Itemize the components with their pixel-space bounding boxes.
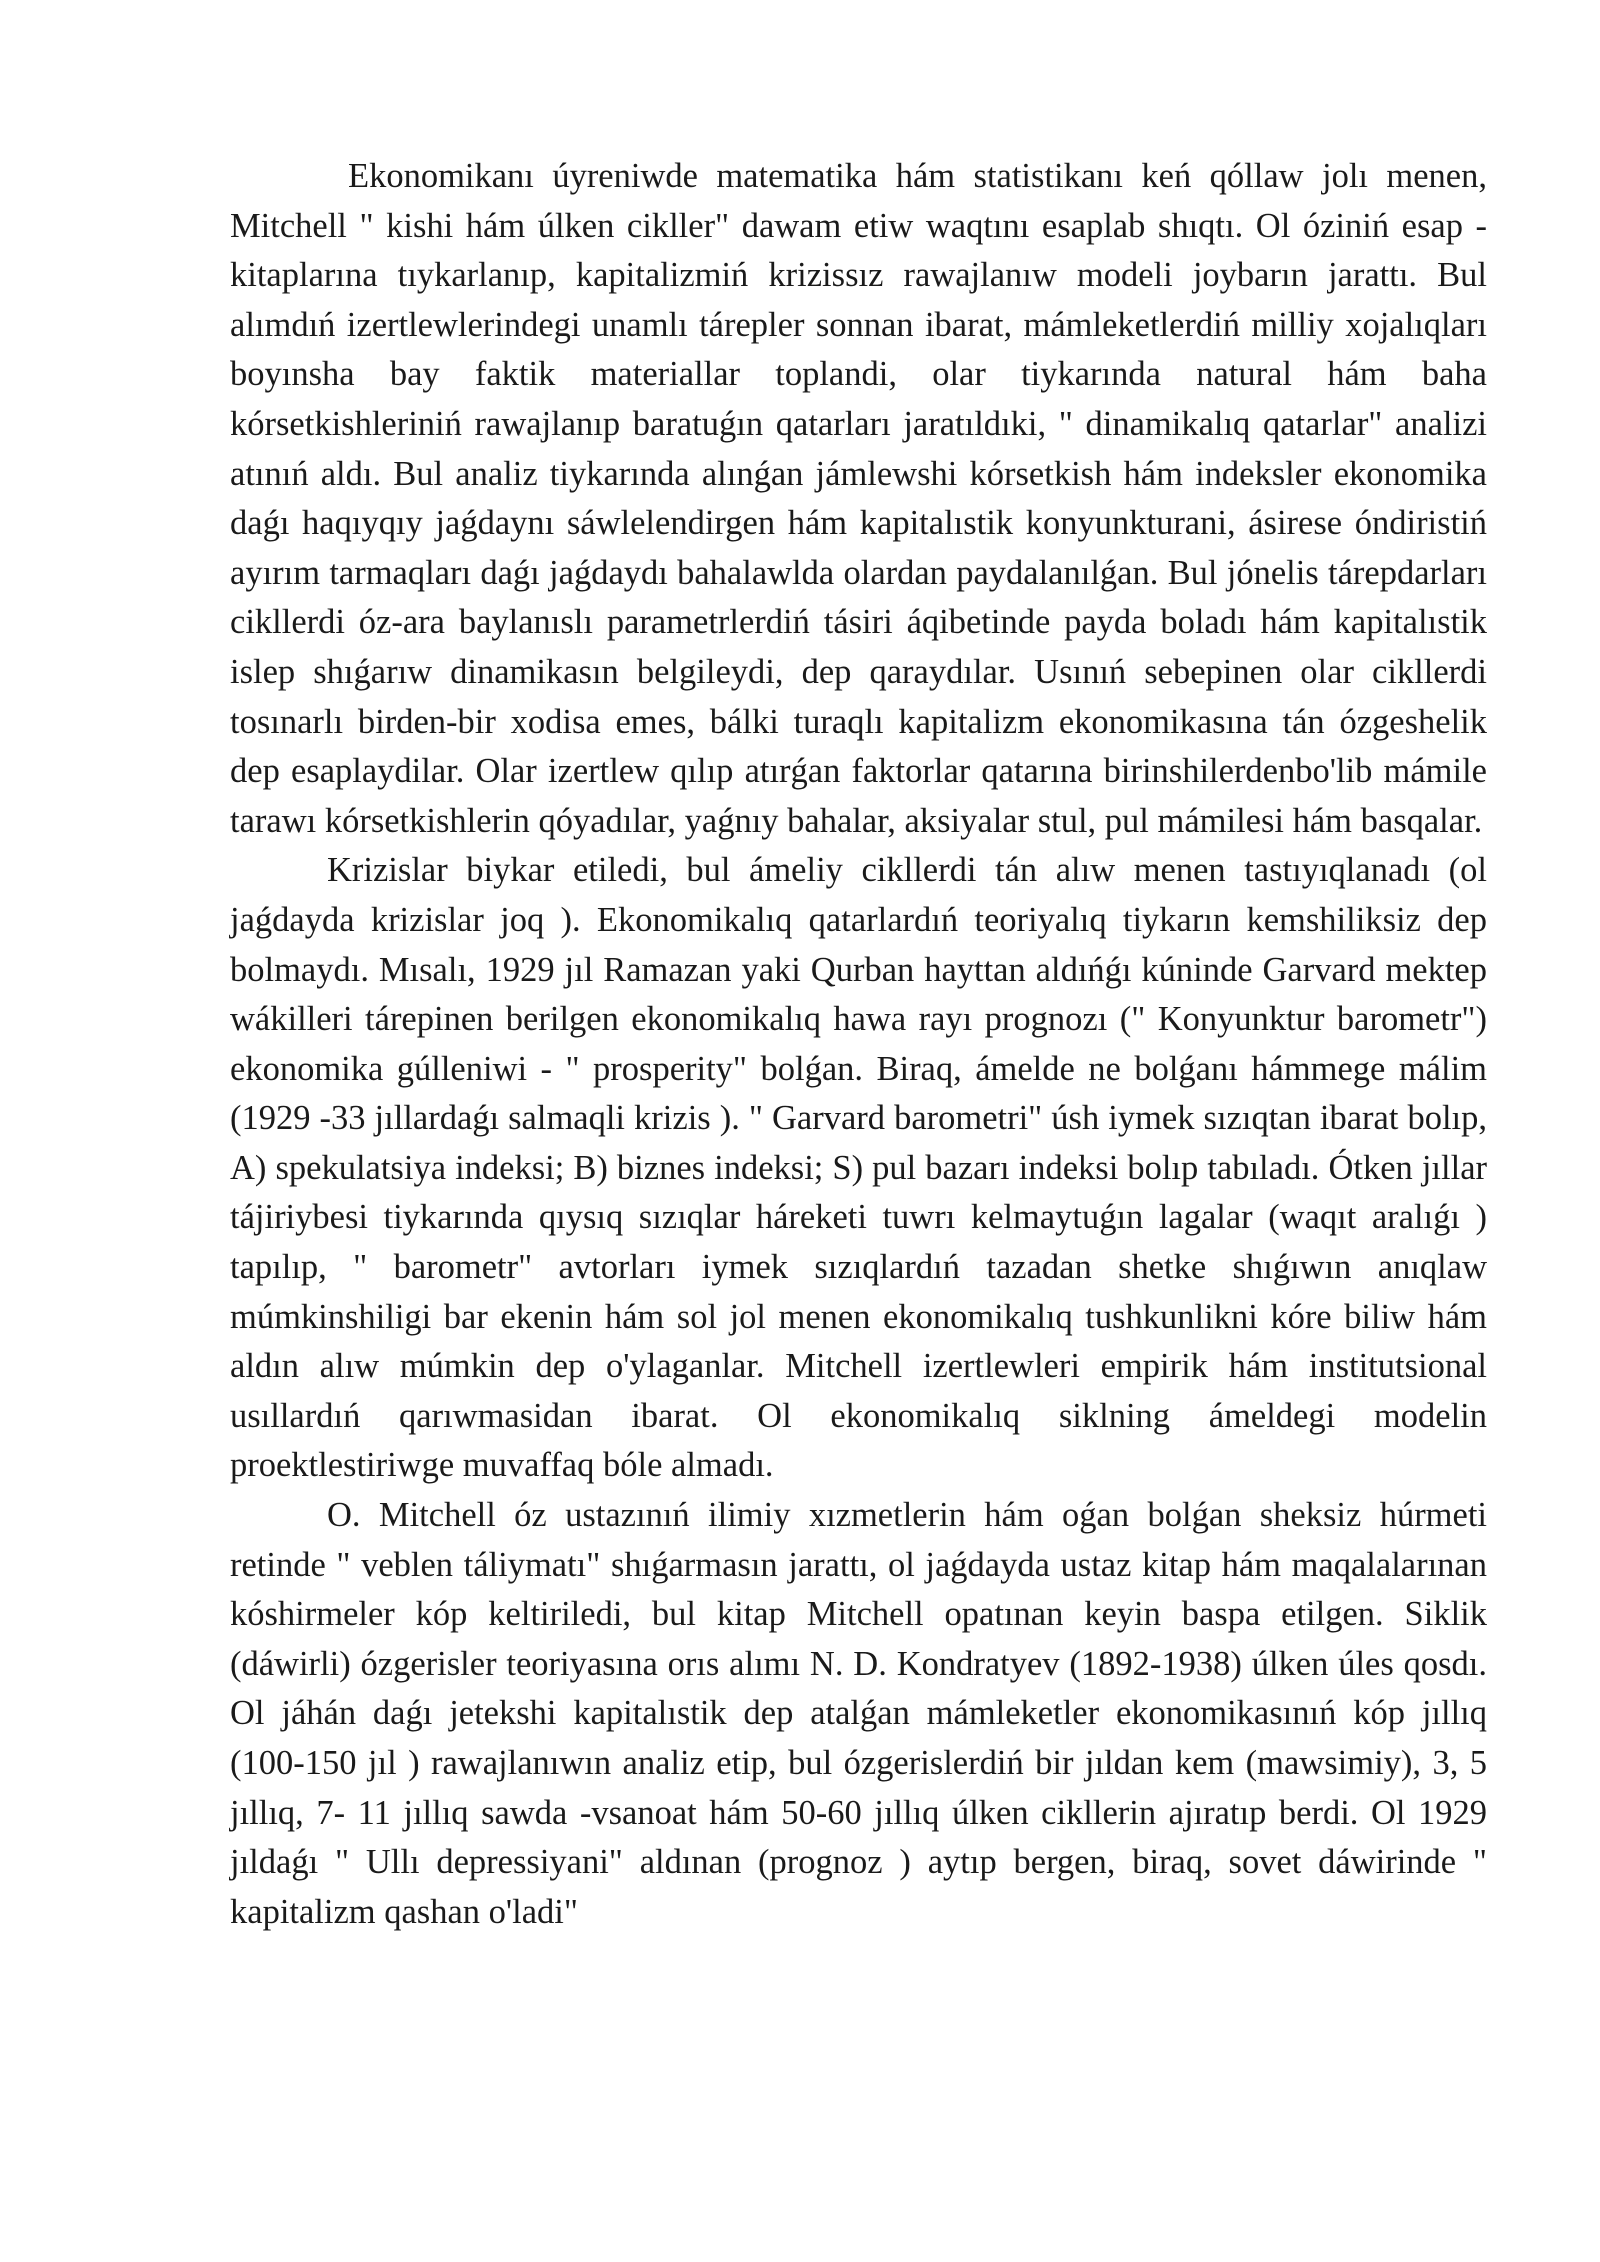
document-body [230, 152, 1487, 1937]
paragraph-1: Ekonomikanı úyreniwde matematika hám statistikanı keń qóllaw jolı menen, Mitchell " kishi hám úlken cikller" dawam etiw waqtını esaplab shıqtı. Ol óziniń esap -kitaplarına tıykarlanıp, kapitalizmiń krizissız rawajlanıw modeli joybarın jarattı. Bul alımdıń izertlewlerindegi unamlı tárepler sonnan ibarat, mámleketlerdiń milliy xojalıqları boyınsha bay faktik materiallar toplandi, olar tiykarında natural hám baha kórsetkishleriniń rawajlanıp baratuǵın qatarları jaratıldıki, " dinamikalıq qatarlar" analizi atınıń aldı. Bul analiz tiykarında alınǵan jámlewshi kórsetkish hám indeksler ekonomika daǵı haqıyqıy jaǵdaynı sáwlelendirgen hám kapitalıstik konyunkturani, ásirese óndiristiń ayırım tarmaqları daǵı jaǵdaydı bahalawlda olardan paydalanılǵan. Bul jónelis tárepdarları cikllerdi óz-ara baylanıslı parametrlerdiń tásiri áqibetinde payda boladı hám kapitalıstik islep shıǵarıw dinamikasın belgileydi, dep qaraydılar. Usınıń sebepinen olar cikllerdi tosınarlı birden-bir xodisa emes, bálki turaqlı kapitalizm ekonomikasına tán ózgeshelik dep esaplaydilar. Olar izertlew qılıp atırǵan faktorlar qatarına birinshilerdenbo'lib mámile tarawı kórsetkishlerin qóyadılar, yaǵnıy bahalar, aksiyalar stul, pul mámilesi hám basqalar. [230, 157, 1487, 840]
paragraph-3: O. Mitchell óz ustazınıń ilimiy xızmetlerin hám oǵan bolǵan sheksiz húrmeti retinde " veblen táliymatı" shıǵarmasın jarattı, ol jaǵdayda ustaz kitap hám maqalalarınan kóshirmeler kóp keltiriledi, bul kitap Mitchell opatınan keyin baspa etilgen. Siklik (dáwirli) ózgerisler teoriyasına orıs alımı N. D. Kondratyev (1892-1938) úlken úles qosdı. Ol jáhán daǵı jetekshi kapitalıstik dep atalǵan mámleketler ekonomikasınıń kóp jıllıq (100-150 jıl ) rawajlanıwın analiz etip, bul ózgerislerdiń bir jıldan kem (mawsimiy), 3, 5 jıllıq, 7- 11 jıllıq sawda -vsanoat hám 50-60 jıllıq úlken cikllerin ajıratıp berdi. Ol 1929 jıldaǵı " Ullı depressiyani" aldınan (prognoz ) aytıp bergen, biraq, sovet dáwirinde " kapitalizm qashan o'ladi" [230, 1496, 1487, 1931]
paragraph-2: Krizislar biykar etiledi, bul ámeliy cikllerdi tán alıw menen tastıyıqlanadı (ol jaǵdayda krizislar joq ). Ekonomikalıq qatarlardıń teoriyalıq tiykarın kemshiliksiz dep bolmaydı. Mısalı, 1929 jıl Ramazan yaki Qurban hayttan aldıńǵı kúninde Garvard mektep wákilleri tárepinen berilgen ekonomikalıq hawa rayı prognozı (" Konyunktur barometr") ekonomika gúlleniwi - " prosperity" bolǵan. Biraq, ámelde ne bolǵanı hámmege málim (1929 -33 jıllardaǵı salmaqli krizis ). " Garvard barometri" úsh iymek sızıqtan ibarat bolıp, A) spekulatsiya indeksi; B) biznes indeksi; S) pul bazarı indeksi bolıp tabıladı. Ótken jıllar tájiriybesi tiykarında qıysıq sızıqlar háreketi tuwrı kelmaytuǵın lagalar (waqıt aralıǵı ) tapılıp, " barometr" avtorları iymek sızıqlardıń tazadan shetke shıǵıwın anıqlaw múmkinshiligi bar ekenin hám sol jol menen ekonomikalıq tushkunlikni kóre biliw hám aldın alıw múmkin dep o'ylaganlar. Mitchell izertlewleri empirik hám institutsional usıllardıń qarıwmasidan ibarat. Ol ekonomikalıq siklning ámeldegi modelin proektlestiriwge muvaffaq bóle almadı. [230, 851, 1487, 1485]
